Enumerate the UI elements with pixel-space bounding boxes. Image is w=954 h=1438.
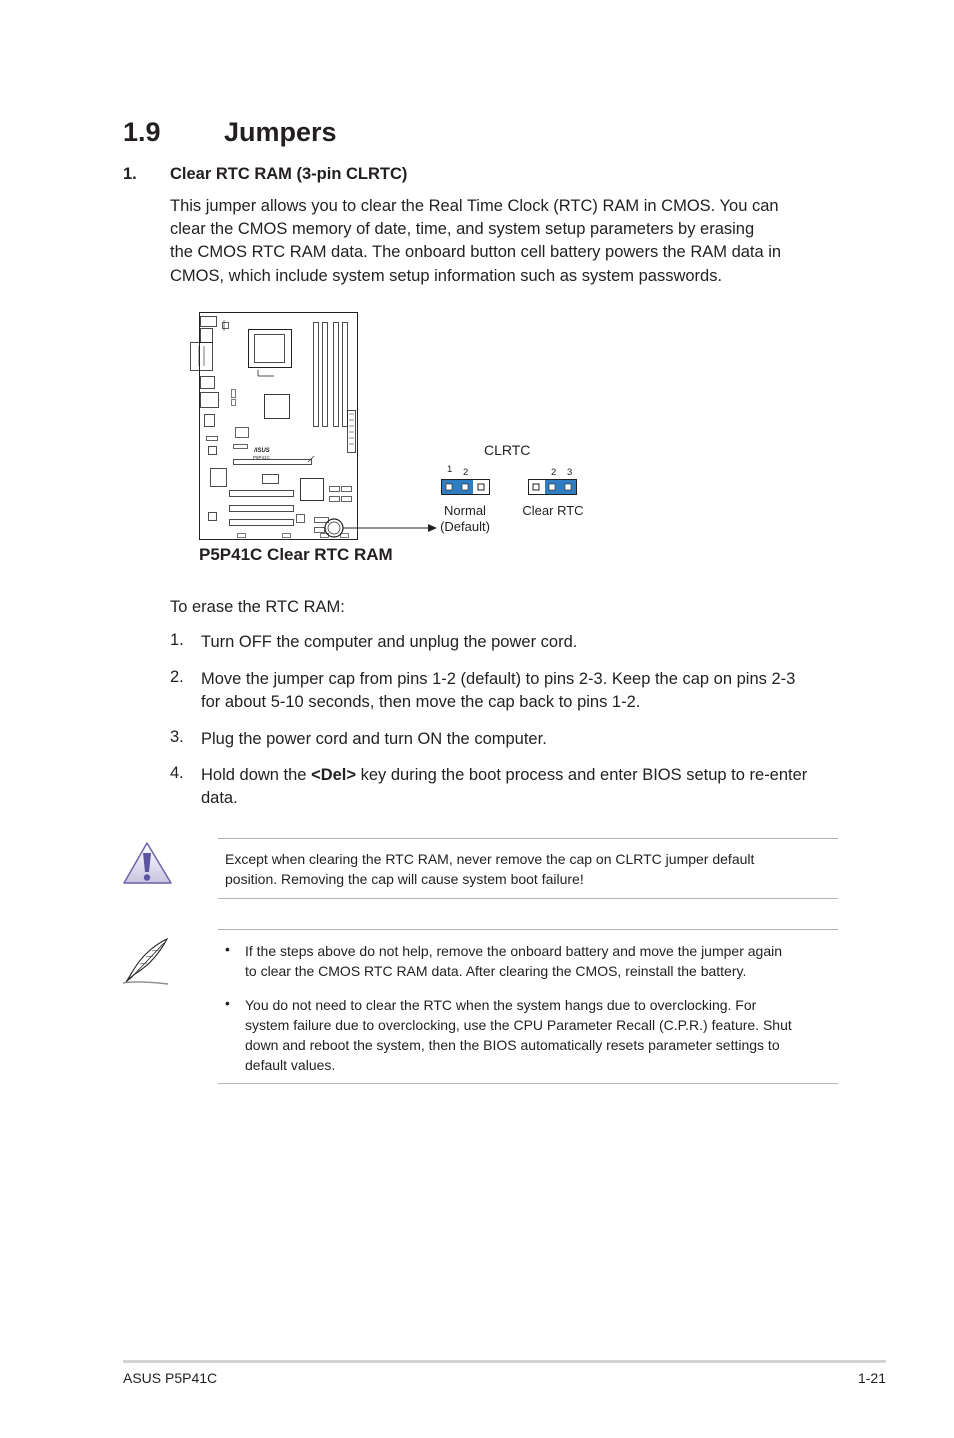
step-text-post: key during the boot process and enter BIOS setup to re-enter <box>356 766 808 784</box>
step-text <box>201 668 841 714</box>
atx-power-connector <box>348 411 356 453</box>
bullet-icon: • <box>225 941 230 957</box>
divider <box>218 929 838 930</box>
dimm-slot <box>334 323 339 427</box>
step-text: Turn OFF the computer and unplug the power cord. <box>201 633 578 651</box>
board-model-label: P5P41C <box>253 455 270 460</box>
step-text: Plug the power cord and turn ON the computer. <box>201 730 547 748</box>
note-item <box>245 941 840 981</box>
clear-rtc-figure <box>0 0 954 600</box>
io-port <box>209 447 217 455</box>
note-line: down and reboot the system, then the BIOS automatically resets parameter settings to <box>245 1037 780 1053</box>
description-line: the CMOS RTC RAM data. The onboard button cell battery powers the RAM data in <box>170 243 782 262</box>
pin-number: 3 <box>567 467 573 478</box>
sata-connector <box>330 487 340 492</box>
pci-slot <box>230 506 294 512</box>
warning-triangle-icon <box>122 840 174 886</box>
step-line: data. <box>201 789 238 808</box>
pcie-slot <box>234 460 312 465</box>
page-number: 1-21 <box>857 1370 886 1386</box>
warning-line: Except when clearing the RTC RAM, never remove the cap on CLRTC jumper default <box>225 851 755 867</box>
divider <box>218 898 838 899</box>
io-port <box>201 393 219 408</box>
arrowhead <box>428 524 437 532</box>
jumper-clear <box>529 480 577 495</box>
step-line: for about 5-10 seconds, then move the cap back to pins 1-2. <box>201 693 641 712</box>
jumper-normal <box>442 480 490 495</box>
footer-divider <box>123 1360 886 1363</box>
io-port <box>201 377 215 389</box>
normal-default-label: (Default) <box>440 519 490 534</box>
northbridge-chip <box>265 395 290 419</box>
step-text-pre: Hold down the <box>201 766 312 784</box>
note-line: to clear the CMOS RTC RAM data. After clearing the CMOS, reinstall the battery. <box>245 963 747 979</box>
sata-connector <box>342 497 352 502</box>
pci-slot <box>230 491 294 497</box>
procedure-intro: To erase the RTC RAM: <box>170 598 345 616</box>
jumper-label: CLRTC <box>484 442 531 458</box>
cpu-socket <box>249 330 292 368</box>
southbridge-chip <box>301 479 324 501</box>
description-line: clear the CMOS memory of date, time, and system setup parameters by erasing <box>170 220 755 239</box>
subsection-number: 1. <box>123 165 137 183</box>
io-port <box>201 329 213 343</box>
clear-rtc-label: Clear RTC <box>522 503 584 518</box>
step-line <box>201 764 841 787</box>
note-line: If the steps above do not help, remove the onboard battery and move the jumper again <box>245 943 783 959</box>
del-key: <Del> <box>311 766 357 784</box>
dimm-slot <box>343 323 348 427</box>
pin-number: 2 <box>463 467 469 478</box>
note-line: system failure due to overclocking, use the CPU Parameter Recall (C.P.R.) feature. Shut <box>245 1017 792 1033</box>
dimm-slot <box>323 323 328 427</box>
description-line: CMOS, which include system setup information such as system passwords. <box>170 266 723 285</box>
step-number: 3. <box>170 728 184 746</box>
figure-caption: P5P41C Clear RTC RAM <box>199 545 393 564</box>
step-number: 2. <box>170 668 184 686</box>
pci-slot <box>230 520 294 526</box>
board-logo: /ISUS <box>254 448 270 454</box>
dimm-slot <box>314 323 319 427</box>
io-port <box>201 317 217 327</box>
normal-label: Normal <box>444 503 486 518</box>
step-number: 1. <box>170 631 184 649</box>
sata-connector <box>330 497 340 502</box>
section-number: 1.9 <box>123 117 161 147</box>
pin-number: 2 <box>551 467 557 478</box>
divider <box>218 1083 838 1084</box>
step-line: Move the jumper cap from pins 1-2 (default) to pins 2-3. Keep the cap on pins 2-3 <box>201 670 796 688</box>
step-text <box>201 764 841 810</box>
note-item <box>245 995 840 1075</box>
description-line: This jumper allows you to clear the Real Time Clock (RTC) RAM in CMOS. You can <box>170 197 779 215</box>
note-line: default values. <box>245 1057 336 1073</box>
pin-number: 1 <box>447 464 453 475</box>
section-title: Jumpers <box>224 117 337 147</box>
io-port <box>205 415 215 427</box>
divider <box>218 838 838 839</box>
io-port <box>191 343 213 371</box>
chip <box>211 469 227 487</box>
header <box>207 437 218 441</box>
warning-text <box>225 849 837 889</box>
subsection-title: Clear RTC RAM (3-pin CLRTC) <box>170 165 408 183</box>
quill-pen-icon <box>120 936 172 986</box>
warning-line: position. Removing the cap will cause system boot failure! <box>225 871 584 887</box>
bullet-icon: • <box>225 995 230 1011</box>
chip <box>209 513 217 521</box>
footer-product: ASUS P5P41C <box>123 1370 218 1386</box>
sata-connector <box>342 487 352 492</box>
step-number: 4. <box>170 764 184 782</box>
pci-slot <box>263 475 279 484</box>
note-line: You do not need to clear the RTC when the system hangs due to overclocking. For <box>245 997 757 1013</box>
